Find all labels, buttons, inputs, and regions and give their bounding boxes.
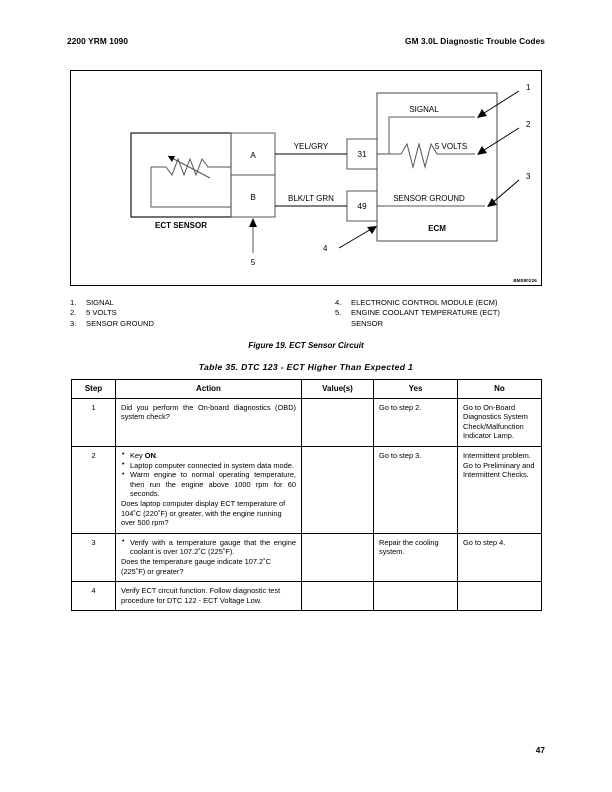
action-paragraph: Did you perform the On-board diagnostics (OBD) system check? <box>121 402 296 422</box>
terminal-31-label: 31 <box>357 149 367 159</box>
page-number: 47 <box>535 745 545 755</box>
callout-3-number: 3 <box>526 172 531 181</box>
action-bullet-item <box>121 451 296 461</box>
callout-1-arrow <box>477 109 487 118</box>
action-bullet-list <box>121 451 296 499</box>
thermistor-arrow-line <box>168 156 210 178</box>
column-header-yes: Yes <box>374 380 458 399</box>
cell-action <box>116 582 302 611</box>
action-paragraph: Does laptop computer display ECT temperature of 104˚C (220˚F) or greater, with the engine running over 500 rpm? <box>121 498 286 528</box>
figure-diagram <box>71 71 541 285</box>
column-header-values: Value(s) <box>302 380 374 399</box>
cell-action <box>116 533 302 581</box>
legend-item <box>70 298 335 308</box>
cell-no: Go to step 4. <box>458 533 542 581</box>
header-right-text: GM 3.0L Diagnostic Trouble Codes <box>405 36 545 46</box>
callout-3-arrow <box>487 198 497 207</box>
legend-number: 2. <box>70 308 77 318</box>
cell-action <box>116 398 302 446</box>
callout-1-leader <box>481 91 519 115</box>
page-header <box>67 36 545 46</box>
cell-yes <box>374 582 458 611</box>
action-bullet-item: • Verify with a temperature gauge that the engine coolant is over 107.2˚C (225˚F). <box>121 538 296 557</box>
cell-values <box>302 582 374 611</box>
cell-yes: Go to step 3. <box>374 446 458 533</box>
thermistor-resistor <box>166 159 231 175</box>
figure-reference-code: BM080226 <box>513 278 537 283</box>
legend-text: 5 VOLTS <box>86 308 117 318</box>
ecm-label: ECM <box>428 224 446 233</box>
legend-text: SIGNAL <box>86 298 114 307</box>
ect-circuit-svg <box>71 71 541 285</box>
figure-ect-sensor-circuit <box>70 70 542 286</box>
legend-item <box>335 298 542 308</box>
callout-4-leader <box>339 228 373 248</box>
callout-2-number: 2 <box>526 120 531 129</box>
callout-2-arrow <box>477 146 487 155</box>
column-header-no: No <box>458 380 542 399</box>
cell-step: 4 <box>72 582 116 611</box>
legend-item <box>70 319 335 329</box>
cell-values <box>302 398 374 446</box>
cell-step: 1 <box>72 398 116 446</box>
action-bullet-item: • Warm engine to normal operating temperature, then run the engine above 1000 rpm for 60 seconds. <box>121 470 296 499</box>
action-bullet-list <box>121 538 296 557</box>
callout-1-number: 1 <box>526 83 531 92</box>
wire-blk-lt-grn-label: BLK/LT GRN <box>288 194 334 203</box>
cell-yes: Go to step 2. <box>374 398 458 446</box>
bullet-text-pre: Key <box>130 450 145 460</box>
legend-text: SENSOR GROUND <box>86 318 154 328</box>
wire-yel-gry-label: YEL/GRY <box>293 142 329 151</box>
callout-4-number: 4 <box>323 244 328 253</box>
callout-5-number: 5 <box>250 258 256 267</box>
callout-2-leader <box>481 128 519 152</box>
cell-no: Intermittent problem. Go to Preliminary and Intermittent Checks. <box>458 446 542 533</box>
legend-text-continuation: SENSOR <box>351 318 384 328</box>
legend-text: ENGINE COOLANT TEMPERATURE (ECT) <box>351 308 500 318</box>
ect-sensor-body <box>131 133 231 217</box>
thermistor-return-trace <box>151 167 231 207</box>
cell-values <box>302 446 374 533</box>
table-row <box>72 533 542 581</box>
action-paragraph: Does the temperature gauge indicate 107.2˚C (225˚F) or greater? <box>121 556 271 576</box>
action-paragraph: Verify ECT circuit function. Follow diagnostic test procedure for DTC 122 - ECT Voltage Low. <box>121 586 281 605</box>
legend-number: 3. <box>70 318 77 328</box>
terminal-49-label: 49 <box>357 201 367 211</box>
bullet-text-bold: ON <box>144 450 156 460</box>
table-row <box>72 446 542 533</box>
cell-action <box>116 446 302 533</box>
pin-b-label: B <box>250 192 256 202</box>
callout-5-arrow <box>249 218 257 227</box>
table-caption: Table 35. DTC 123 - ECT Higher Than Expected 1 <box>198 362 414 372</box>
bullet-text-post: . <box>155 450 158 460</box>
pin-a-label: A <box>250 150 256 160</box>
legend-number: 1. <box>70 298 77 307</box>
column-header-step: Step <box>72 380 116 399</box>
legend-column-right <box>335 298 542 329</box>
legend-item <box>335 308 542 318</box>
signal-label: SIGNAL <box>409 105 439 114</box>
cell-step: 3 <box>72 533 116 581</box>
sensor-ground-label: SENSOR GROUND <box>393 194 465 203</box>
cell-step: 2 <box>72 446 116 533</box>
figure-caption: Figure 19. ECT Sensor Circuit <box>248 341 364 350</box>
cell-no: Go to On-Board Diagnostics System Check/Malfunction Indicator Lamp. <box>458 398 542 446</box>
figure-legend <box>70 298 542 329</box>
ect-sensor-label: ECT SENSOR <box>154 221 208 230</box>
table-row <box>72 398 542 446</box>
cell-no <box>458 582 542 611</box>
dtc-diagnostic-table <box>71 379 542 611</box>
column-header-action: Action <box>116 380 302 399</box>
legend-number: 5. <box>335 308 342 318</box>
legend-number: 4. <box>335 298 342 307</box>
legend-text: ELECTRONIC CONTROL MODULE (ECM) <box>351 298 498 307</box>
legend-column-left <box>70 298 335 329</box>
legend-item <box>70 308 335 318</box>
header-left-text: 2200 YRM 1090 <box>67 36 129 46</box>
cell-values <box>302 533 374 581</box>
cell-yes: Repair the cooling system. <box>374 533 458 581</box>
callout-4-arrow <box>367 226 377 234</box>
action-bullet-item: • Laptop computer connected in system data mode. <box>121 461 296 471</box>
table-row <box>72 582 542 611</box>
callout-3-leader <box>491 180 519 204</box>
five-volts-label: 5 VOLTS <box>434 142 468 151</box>
table-header-row <box>72 380 542 399</box>
